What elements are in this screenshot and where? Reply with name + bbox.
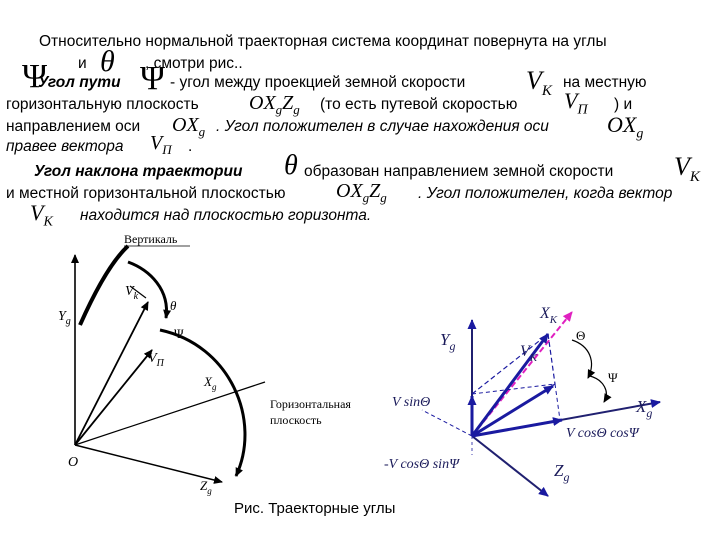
text-line-9: находится над плоскостью горизонта. bbox=[80, 207, 372, 224]
vk-symbol-3: $V_K$ bbox=[30, 200, 53, 230]
text-line-8a: и местной горизонтальной плоскостью bbox=[6, 185, 286, 202]
text-line-3-end: на местную bbox=[563, 74, 647, 91]
left-label-theta: θ bbox=[170, 298, 177, 313]
right-psi-arc bbox=[590, 376, 606, 402]
right-label-vsin: V sinΘ bbox=[392, 395, 431, 410]
left-label-vertical: Вертикаль bbox=[124, 232, 178, 246]
right-figure bbox=[384, 305, 660, 496]
left-theta-arc bbox=[128, 262, 167, 318]
left-vertical-curve bbox=[80, 246, 128, 325]
right-theta-arc bbox=[572, 340, 591, 378]
right-label-vcossin: -V cosΘ sinΨ bbox=[384, 457, 459, 472]
left-label-zg: $Z_g$ bbox=[200, 478, 212, 496]
right-side-dash bbox=[555, 384, 560, 420]
right-label-xg: $X_g$ bbox=[636, 397, 653, 420]
left-label-yg: $Y_g$ bbox=[58, 309, 71, 327]
left-label-vp: $V_П$ bbox=[148, 351, 164, 369]
text-line-3: - угол между проекцией земной скорости bbox=[170, 74, 466, 91]
figure-caption: Рис. Траекторные углы bbox=[234, 500, 396, 517]
right-label-yg: $Y_g$ bbox=[440, 330, 456, 353]
theta-symbol-2: θ bbox=[284, 150, 298, 181]
theta-symbol: θ bbox=[100, 45, 115, 78]
oxg-symbol-2: $OX_g$ bbox=[607, 112, 644, 142]
text-line-2-and: и bbox=[78, 55, 87, 72]
left-label-vk: $V_k$ bbox=[125, 284, 139, 302]
oxgzg-symbol-2: $OX_gZ_g$ bbox=[336, 180, 387, 205]
oxgzg-symbol-1: $OX_gZ_g$ bbox=[249, 92, 300, 117]
left-vk-vector bbox=[75, 302, 148, 445]
left-label-horizontal-plane: Горизонтальная плоскость bbox=[270, 397, 351, 427]
oxg-symbol-1: $OX_g$ bbox=[172, 114, 206, 139]
text-line-5b: . Угол положителен в случае нахождения оси bbox=[216, 118, 549, 135]
right-label-zg: $Z_g$ bbox=[554, 461, 570, 484]
text-line-1: Относительно нормальной траекторная система координат повернута на углы bbox=[39, 33, 607, 50]
right-label-xk: $X_K$ bbox=[540, 305, 558, 326]
vp-symbol-2: $V_П$ bbox=[150, 132, 172, 157]
text-line-4b: (то есть путевой скоростью bbox=[320, 96, 518, 113]
right-neg-zg-dash bbox=[422, 410, 472, 436]
text-line-6-dot: . bbox=[188, 138, 193, 155]
text-line-4a: горизонтальную плоскость bbox=[6, 96, 199, 113]
right-label-vcoscos: V cosΘ cosΨ bbox=[566, 426, 639, 441]
left-zg-axis bbox=[75, 445, 222, 482]
left-label-xg: $X_g$ bbox=[204, 374, 217, 392]
term-flight-path-angle: Угол наклона траектории bbox=[34, 163, 243, 180]
text-line-8b: . Угол положителен, когда вектор bbox=[418, 185, 673, 202]
psi-symbol: Ψ bbox=[22, 58, 48, 95]
right-vk-vector bbox=[472, 334, 548, 436]
text-line-4c: ) и bbox=[614, 96, 633, 113]
text-line-2-rest: , смотри рис.. bbox=[145, 55, 243, 72]
vk-symbol-2: $V_K$ bbox=[674, 152, 700, 186]
left-label-origin: O bbox=[68, 455, 79, 470]
vp-symbol-1: $V_П$ bbox=[564, 88, 588, 118]
vk-symbol-1: $V_K$ bbox=[526, 66, 552, 100]
left-figure bbox=[58, 232, 351, 496]
text-line-7: образован направлением земной скорости bbox=[304, 163, 614, 180]
right-label-psi: Ψ bbox=[608, 370, 618, 385]
psi-symbol-2: Ψ bbox=[140, 60, 166, 97]
right-label-vk: $V_K$ bbox=[520, 343, 538, 364]
term-track-angle: Угол пути bbox=[38, 74, 121, 91]
text-line-6: правее вектора bbox=[6, 138, 124, 155]
right-zg-axis bbox=[472, 436, 548, 496]
right-label-theta: Θ bbox=[576, 328, 586, 343]
left-vp-vector bbox=[75, 350, 152, 445]
left-label-psi: Ψ bbox=[174, 326, 184, 341]
text-line-5a: направлением оси bbox=[6, 118, 141, 135]
